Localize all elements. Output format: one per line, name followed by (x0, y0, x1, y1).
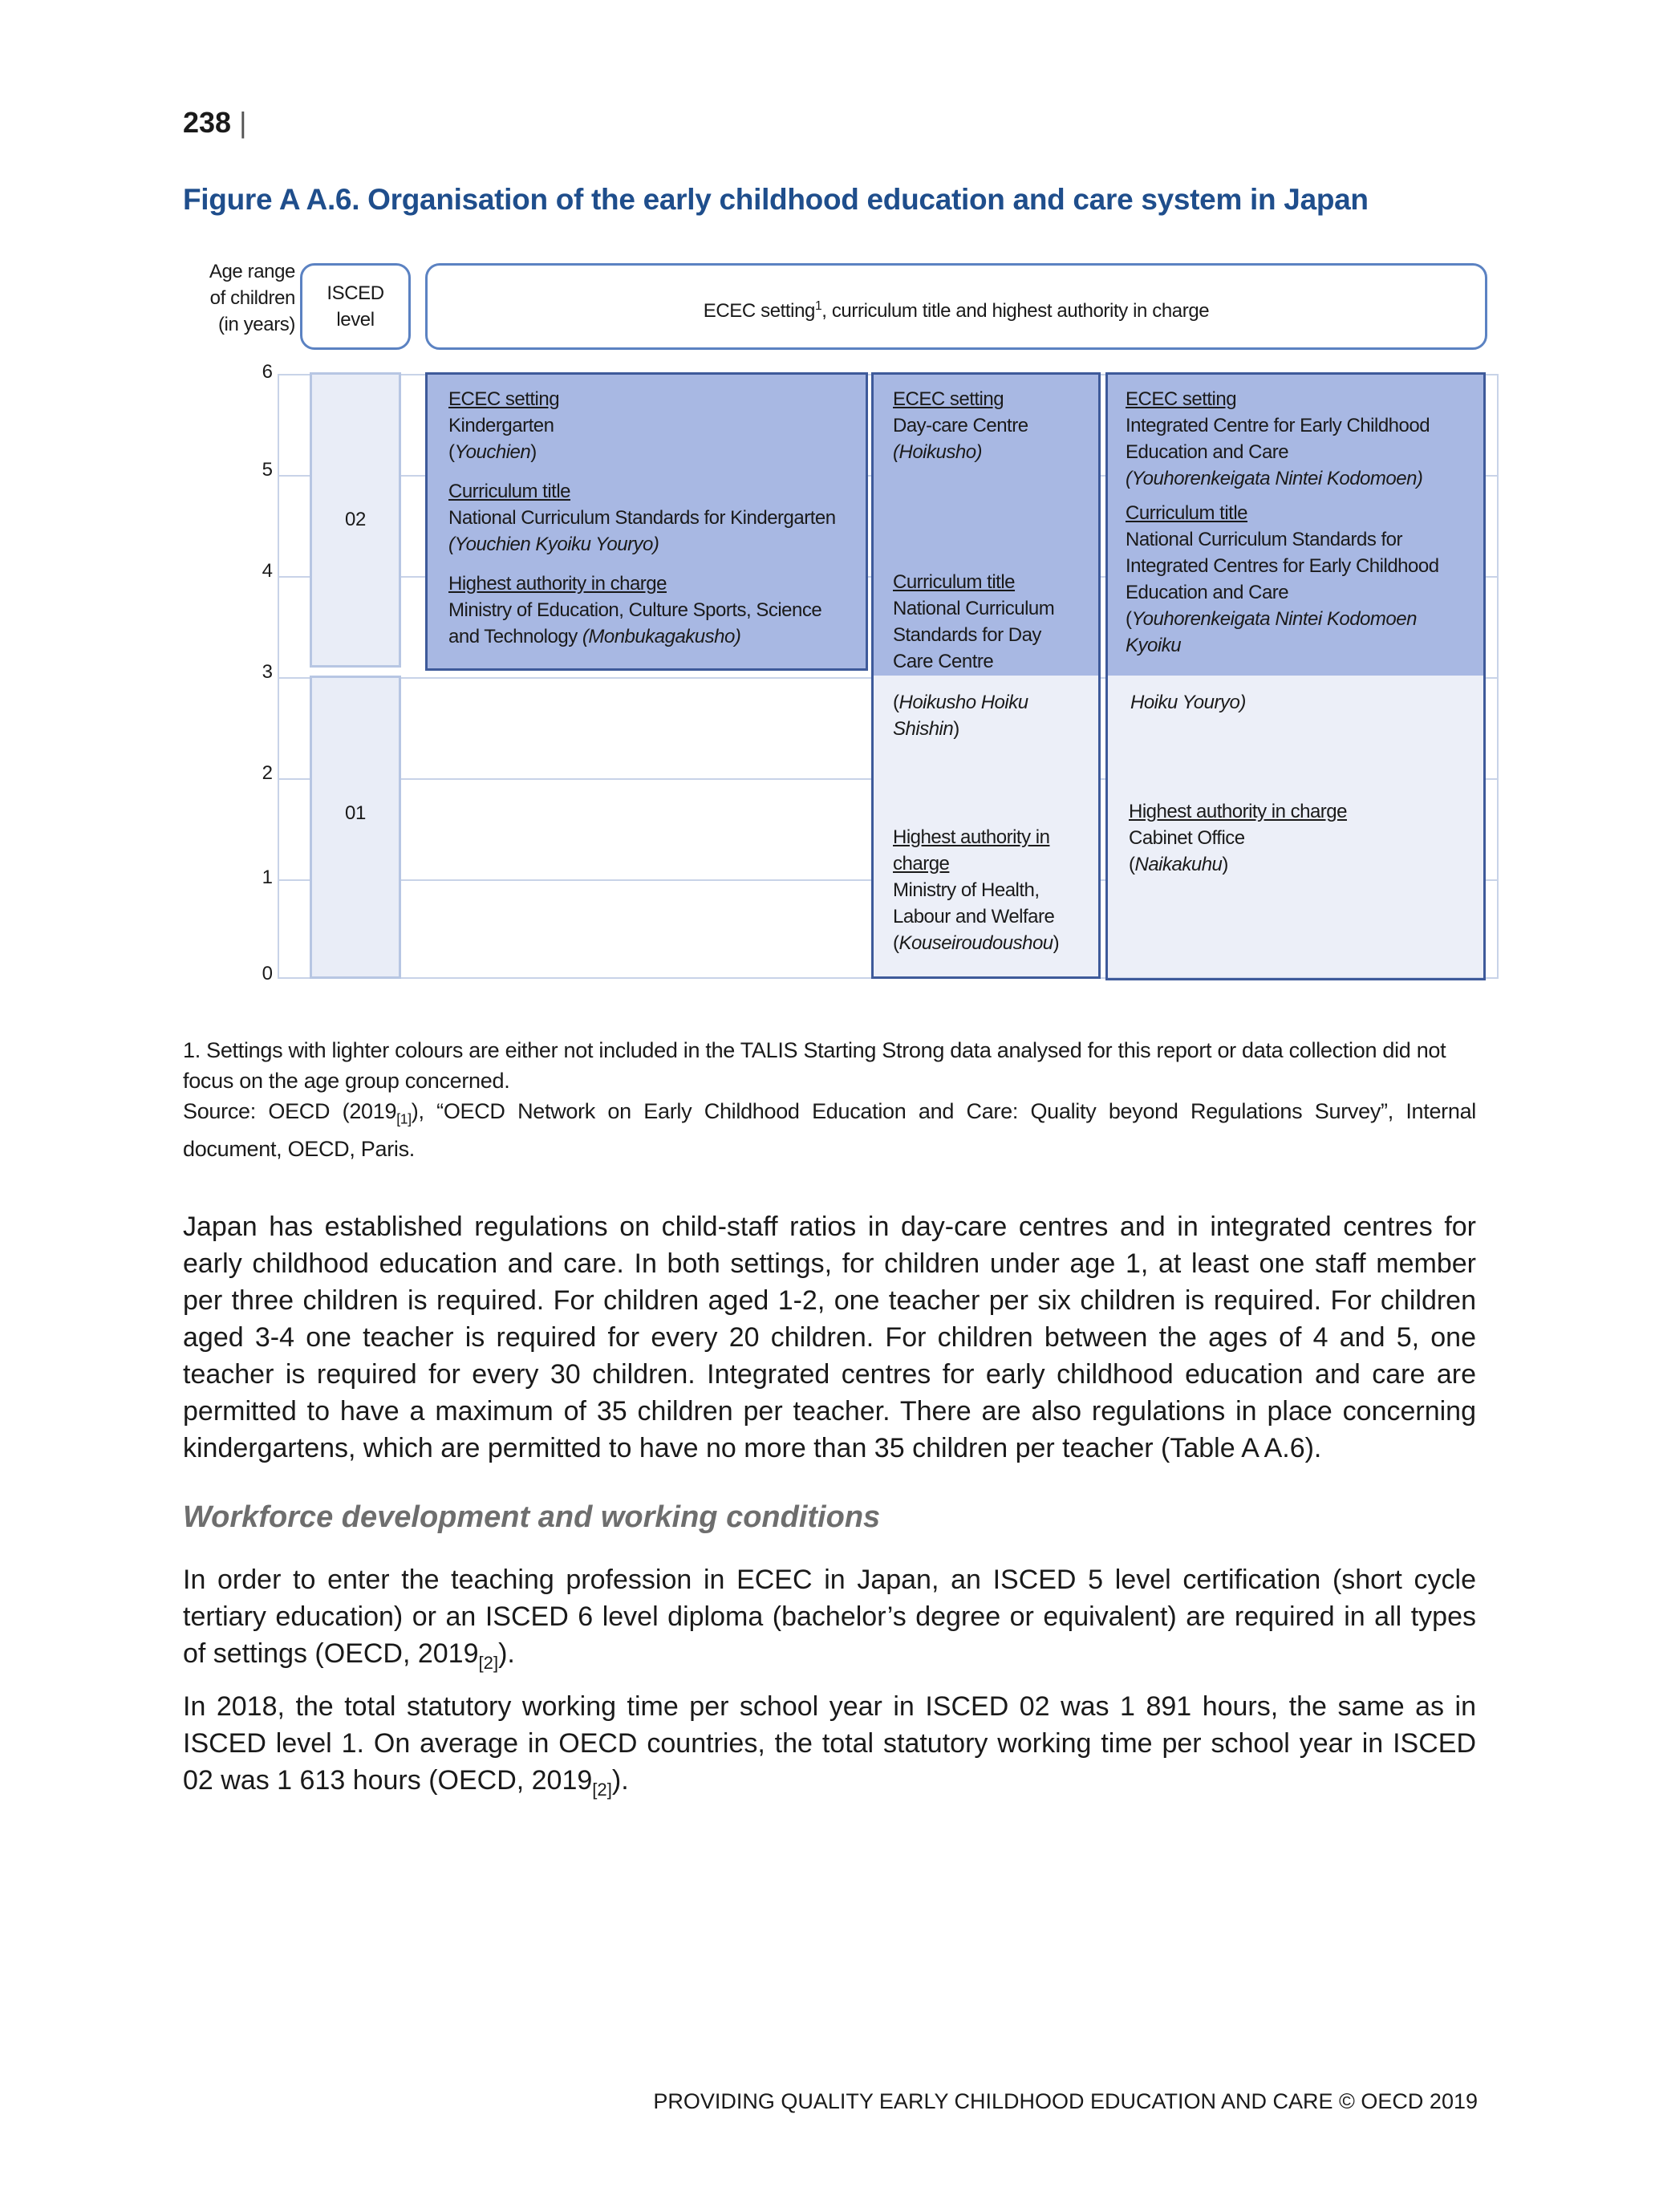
daycare-setting-heading: ECEC setting (893, 388, 1004, 410)
kindergarten-setting-local: (Youchien) (448, 441, 537, 463)
axis-right-line (1497, 374, 1499, 979)
isced-level-header: ISCED level (300, 263, 411, 350)
ecec-diagram (0, 0, 1659, 1003)
age-tick: 2 (262, 762, 273, 784)
daycare-setting-name: Day-care Centre (893, 415, 1028, 436)
body-paragraph-2: In order to enter the teaching profession in ECEC in Japan, an ISCED 5 level certification (short cycle tertiary education) or an ISCED 6 level diploma (bachelor’s degree or equivalent) are required in all types of settings (OECD, $2019_{[2]}$). (183, 1565, 1476, 1673)
daycare-curriculum-local: (Hoikusho Hoiku (893, 692, 1028, 713)
kindergarten-setting-heading: ECEC setting (448, 388, 560, 410)
figure-source: Source: OECD $(2019_{[1]})$, “OECD Network on Early Childhood Education and Care: Quality beyond Regulations Survey”, Internal document, OECD, Paris. (183, 1099, 1477, 1162)
page-number-separator: | (239, 106, 247, 139)
daycare-authority-line: Labour and Welfare (893, 906, 1055, 927)
age-tick: 0 (262, 963, 273, 984)
kindergarten-curriculum-heading: Curriculum title (448, 481, 571, 502)
daycare-setting-local: (Hoikusho) (893, 441, 983, 463)
ecec-setting-header: ECEC setting$^1$, curriculum title and highest authority in charge (425, 263, 1487, 350)
integrated-setting-line: Education and Care (1126, 441, 1289, 463)
daycare-curriculum-local-2: Shishin) (893, 718, 959, 740)
integrated-authority-name: Cabinet Office (1129, 827, 1245, 849)
daycare-authority-heading: Highest authority in (893, 826, 1050, 848)
figure-note: 1. Settings with lighter colours are either not included in the TALIS Starting Strong data analysed for this report or data collection did not focus on the age group concerned. (183, 1038, 1446, 1093)
isced-02-box: 02 (310, 372, 401, 668)
body-paragraph-3: In 2018, the total statutory working time per school year in ISCED 02 was 1 891 hours, the same as in ISCED level 1. On average in OECD countries, the total statutory working time per school year in ISCED 02 was 1 613 hours (OECD, $2019_{[2]}$). (183, 1691, 1476, 1800)
integrated-authority-local: (Naikakuhu) (1129, 854, 1228, 875)
age-tick: 1 (262, 867, 273, 888)
kindergarten-curriculum-name: National Curriculum Standards for Kindergarten (448, 507, 836, 529)
kindergarten-authority-heading: Highest authority in charge (448, 573, 667, 595)
age-tick: 4 (262, 560, 273, 582)
daycare-curriculum-heading: Curriculum title (893, 571, 1016, 593)
isced-01-box: 01 (310, 676, 401, 979)
integrated-curriculum-line: National Curriculum Standards for (1126, 529, 1402, 550)
daycare-authority-heading-2: charge (893, 853, 950, 875)
body-paragraph-1: Japan has established regulations on child-staff ratios in day-care centres and in integrated centres for early childhood education and care. In both settings, for children under age 1, at least one staff member per three children is required. For children aged 1-2, one teacher per six children is required. For children aged 3-4 one teacher is required for every 20 children. For children between the ages of 4 and 5, one teacher is required for every 30 children. Integrated centres for early childhood education and care are permitted to have a maximum of 35 children per teacher. There are also regulations in place concerning kindergartens, which are permitted to have no more than 35 children per teacher (Table A A.6). (183, 1212, 1476, 1463)
figure-title: Figure A A.6. Organisation of the early childhood education and care system in Japan (183, 183, 1369, 216)
age-tick: 3 (262, 661, 273, 683)
integrated-authority-heading: Highest authority in charge (1129, 801, 1347, 822)
integrated-curriculum-local-2: Kyoiku (1126, 635, 1182, 656)
age-tick: 6 (262, 361, 273, 383)
page-footer: PROVIDING QUALITY EARLY CHILDHOOD EDUCATION AND CARE © OECD 2019 (653, 2089, 1478, 2113)
integrated-setting-line: Integrated Centre for Early Childhood (1126, 415, 1430, 436)
kindergarten-curriculum-local: (Youchien Kyoiku Youryo) (448, 534, 659, 555)
integrated-cell (1105, 372, 1486, 980)
kindergarten-authority-line1: Ministry of Education, Culture Sports, Science (448, 599, 822, 621)
integrated-curriculum-local: (Youhorenkeigata Nintei Kodomoen (1126, 608, 1417, 630)
integrated-curriculum-line: Integrated Centres for Early Childhood (1126, 555, 1439, 577)
integrated-curriculum-heading: Curriculum title (1126, 502, 1248, 524)
integrated-curriculum-local-3: Hoiku Youryo) (1130, 692, 1246, 713)
daycare-cell (871, 372, 1101, 979)
age-range-header: Age range of children (in years) (209, 261, 295, 335)
kindergarten-cell (425, 372, 868, 671)
integrated-setting-local: (Youhorenkeigata Nintei Kodomoen) (1126, 468, 1423, 489)
daycare-curriculum-line: National Curriculum (893, 598, 1055, 619)
age-tick: 5 (262, 459, 273, 481)
integrated-setting-heading: ECEC setting (1126, 388, 1237, 410)
daycare-curriculum-line: Care Centre (893, 651, 994, 672)
integrated-curriculum-line: Education and Care (1126, 582, 1289, 603)
section-heading: Workforce development and working conditions (183, 1500, 881, 1534)
kindergarten-setting-name: Kindergarten (448, 415, 554, 436)
page-number: 238 | (183, 106, 247, 139)
axis-left-line (278, 374, 279, 979)
daycare-authority-line: Ministry of Health, (893, 879, 1040, 901)
daycare-authority-local: (Kouseiroudoushou) (893, 932, 1060, 954)
daycare-curriculum-line: Standards for Day (893, 624, 1041, 646)
kindergarten-authority-line2: and Technology (Monbukagakusho) (448, 626, 741, 647)
